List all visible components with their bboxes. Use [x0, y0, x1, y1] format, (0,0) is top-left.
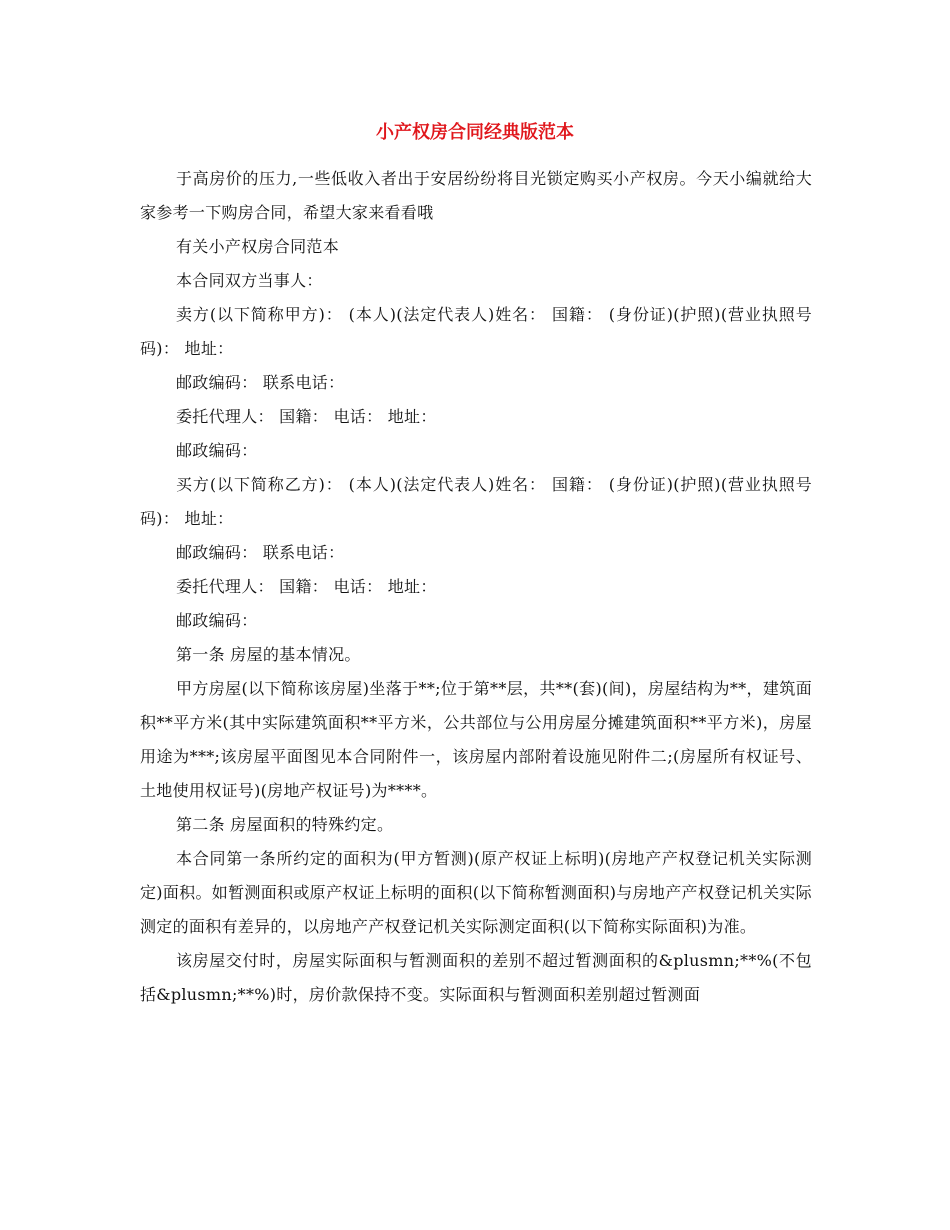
paragraph-seller-agent: 委托代理人： 国籍： 电话： 地址：	[176, 407, 437, 426]
paragraph-buyer: 买方(以下简称乙方)： (本人)(法定代表人)姓名： 国籍： (身份证)(护照)(营业执照号码)： 地址：	[140, 475, 812, 528]
document-title: 小产权房合同经典版范本	[376, 122, 574, 143]
article-2-body: 本合同第一条所约定的面积为(甲方暂测)(原产权证上标明)(房地产产权登记机关实际测定)面积。如暂测面积或原产权证上标明的面积(以下简称暂测面积)与房地产产权登记机关实际测定的面积有差异的，以房地产产权登记机关实际测定面积(以下简称实际面积)为准。	[140, 849, 812, 936]
paragraph-heading: 有关小产权房合同范本	[176, 237, 340, 256]
article-1-heading: 第一条 房屋的基本情况。	[176, 645, 361, 664]
paragraph-seller-agent-postcode: 邮政编码：	[176, 441, 258, 460]
paragraph-buyer-agent: 委托代理人： 国籍： 电话： 地址：	[176, 577, 437, 596]
article-1-body: 甲方房屋(以下简称该房屋)坐落于**;位于第**层，共**(套)(间)，房屋结构为**，建筑面积**平方米(其中实际建筑面积**平方米，公共部位与公用房屋分摊建筑面积**平方米)，房屋用途为***;该房屋平面图见本合同附件一，该房屋内部附着设施见附件二;(房屋所有权证号、土地使用权证号)(房地产权证号)为****。	[140, 679, 812, 800]
paragraph-seller-postcode-phone: 邮政编码： 联系电话：	[176, 373, 345, 392]
paragraph-intro: 于高房价的压力,一些低收入者出于安居纷纷将目光锁定购买小产权房。今天小编就给大家参考一下购房合同，希望大家来看看哦	[140, 169, 812, 222]
paragraph-seller: 卖方(以下简称甲方)： (本人)(法定代表人)姓名： 国籍： (身份证)(护照)(营业执照号码)： 地址：	[140, 305, 812, 358]
paragraph-buyer-agent-postcode: 邮政编码：	[176, 611, 258, 630]
paragraph-parties: 本合同双方当事人：	[176, 271, 323, 290]
article-2-body-continued: 该房屋交付时，房屋实际面积与暂测面积的差别不超过暂测面积的&plusmn;**%(不包括&plusmn;**%)时，房价款保持不变。实际面积与暂测面积差别超过暂测面	[140, 951, 812, 1004]
paragraph-buyer-postcode-phone: 邮政编码： 联系电话：	[176, 543, 345, 562]
document-body	[140, 162, 812, 1012]
article-2-heading: 第二条 房屋面积的特殊约定。	[176, 815, 394, 834]
